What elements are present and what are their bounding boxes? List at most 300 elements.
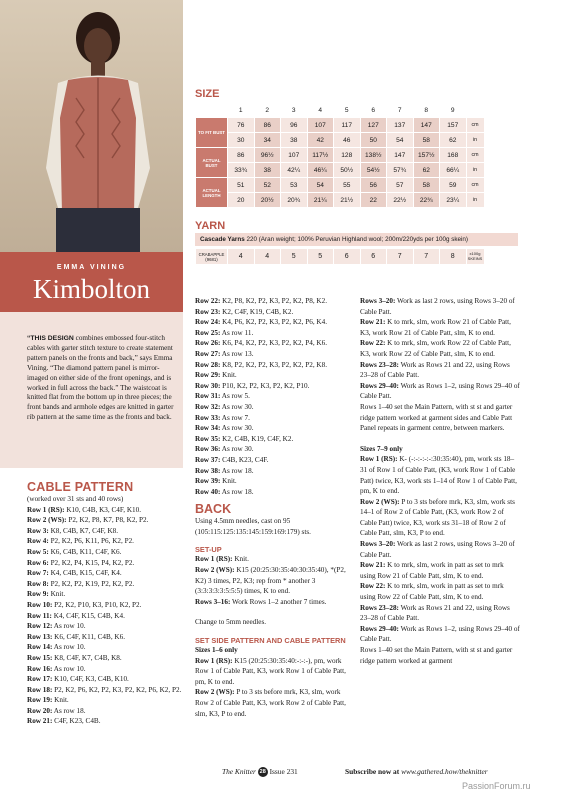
pattern-row-label: Row 29: [195,371,221,380]
pattern-row-text: P10, K2, P2, K3, P2, K2, P10. [220,381,310,390]
footer-magazine [222,767,298,777]
setside-row [195,656,355,688]
size-table [195,102,485,208]
size-cell: 23¼ [440,193,467,208]
pattern-row-text: P to 3 sts before mrk, K3, slm, work sts 14–1 of Row 2 of Cable Patt, (K3, work Row 2 of Cable Patt) twice, K3, work sts 31–18 of Row 2 of Cable Patt, slm, K3, P to end. [360,497,515,538]
yarn-qty-cell: 6 [360,249,387,265]
size-cell: 57 [387,178,414,193]
pattern-row [195,370,355,381]
size-unit: cm [466,178,484,193]
sizes-7-9-label: Sizes 7–9 only [360,444,403,453]
size-cell: 20¾ [281,193,308,208]
cable-row-text: C4F, K23, C4B. [52,717,101,726]
pattern-row [195,455,355,466]
designer-name: EMMA VINING [56,264,127,271]
cable-row-text: P2, K2, P2, K19, P2, K2, P2. [48,579,135,588]
size-cell: 55 [334,178,361,193]
cable-row [27,685,182,696]
size-cell: 33¾ [228,163,255,178]
size-cell: 51 [228,178,255,193]
pattern-row-text: Work as Rows 1–2, using Rows 29–40 of Cable Patt. [360,624,520,644]
intro-text: combines embossed four-stitch cables with garter stitch texture to create statement pattern panels on the fronts and back,” says Emma Vining. “The diamond pattern panel is mirror-imaged on either side of the front openings, and is worked in full across the back.” The waistcoat is knitted flat from the bottom up in three pieces; the front bands and armhole edges are knitted in garter rib pattern at the same time as the fronts and back. [27,334,174,422]
yarn-qty-cell: 5 [307,249,334,265]
cable-row [27,611,182,622]
pattern-row-text: C4B, K23, C4F. [220,455,269,464]
size-cell: 147 [413,118,440,133]
pattern-row-text: As row 30. [220,402,254,411]
size-cell: 50½ [334,163,361,178]
cable-row-label: Row 19: [27,696,53,705]
cable-row-label: Row 7: [27,569,49,578]
size-row-label: TO FIT BUST [196,118,228,148]
size-cell: 54½ [360,163,387,178]
pattern-row-label: Row 2 (WS): [360,497,400,506]
cable-row-text: K8, C4F, K7, C4B, K8. [52,653,122,662]
pattern-row-label: Rows 3–20: [360,540,396,549]
pattern-row-label: Row 40: [195,487,221,496]
size-row-label: ACTUAL BUST [196,148,228,178]
cable-row-label: Row 18: [27,685,53,694]
pattern-row [195,476,355,487]
pattern-row-text: Work as Rows 21 and 22, using Rows 23–28 of Cable Patt. [360,360,510,380]
magazine-name: The Knitter [222,767,256,776]
setup-rows [195,554,355,607]
footer-subscribe [345,767,488,776]
pattern-row [195,360,355,371]
pattern-row-label: Row 33: [195,413,221,422]
size-cell: 57¾ [387,163,414,178]
setup-heading: SET-UP [195,545,222,555]
pattern-row-text: As row 18. [220,487,254,496]
setside-heading: SET SIDE PATTERN AND CABLE PATTERN [195,636,346,646]
size-cell: 127 [360,118,387,133]
pattern-row-text: K6, P4, K2, P2, K3, P2, K2, P4, K6. [220,339,327,348]
pattern-row [195,381,355,392]
size-cell: 62 [440,133,467,148]
size-header-cell: 1 [228,103,255,118]
back-text: Using 4.5mm needles, cast on 95 (105:115:125:135:145:159:169:179) sts. [195,517,311,536]
size-cell: 117½ [307,148,334,163]
col3-tail: Rows 1–40 set the Main Pattern, with st st and garter ridge pattern worked at garment [360,646,513,665]
yarn-heading: YARN [195,220,226,232]
col3-rows [360,296,520,402]
pattern-row-label: Row 35: [195,434,221,443]
pattern-row-label: Row 24: [195,318,221,327]
cable-row-label: Row 4: [27,537,49,546]
size-cell: 96 [281,118,308,133]
cable-row [27,600,182,611]
yarn-table [195,248,485,265]
cable-row-text: P2, K2, P10, K3, P10, K2, P2. [52,600,142,609]
pattern-row [360,497,520,539]
cable-row-label: Row 15: [27,653,53,662]
pattern-row-text: K4, P6, K2, P2, K3, P2, K2, P6, K4. [220,318,327,327]
yarn-qty-cell: 8 [440,249,467,265]
pattern-row [195,328,355,339]
size-cell: 50 [360,133,387,148]
size-cell: 168 [440,148,467,163]
pattern-row [360,454,520,496]
pattern-row [195,413,355,424]
cable-note: (worked over 31 sts and 40 rows) [27,495,124,503]
main-pattern-note: Rows 1–40 set the Main Pattern, with st st and garter ridge pattern worked at garment sides and Cable Patt Panel repeats in garment centre, between markers. [360,402,513,433]
pattern-row-label: Rows 29–40: [360,381,399,390]
size-cell: 22½ [387,193,414,208]
pattern-row-label: Row 23: [195,307,221,316]
size-cell: 66¼ [440,163,467,178]
cable-row-text: As row 18. [52,706,86,715]
pattern-row-text: As row 30. [220,445,254,454]
pattern-row [195,349,355,360]
size-header-cell: 4 [307,103,334,118]
pattern-row-label: Rows 23–28: [360,603,399,612]
pattern-row [360,317,520,338]
pattern-row-text: K to mrk, slm, work Row 22 of Cable Patt, K3, work Row 22 of Cable Patt, slm, K to end. [360,339,511,358]
size-unit: cm [466,118,484,133]
pattern-row-label: Row 32: [195,402,221,411]
pattern-row [195,338,355,349]
yarn-qty-cell: 4 [228,249,255,265]
pattern-row-text: Work as Rows 21 and 22, using Rows 23–28 of Cable Patt. [360,603,510,623]
size-cell: 22 [360,193,387,208]
cable-row-label: Row 1 (RS): [27,505,65,514]
setup-row-label: Row 2 (WS): [195,566,235,575]
cable-row [27,515,182,526]
page-number: 28 [259,769,266,776]
cable-row-label: Row 3: [27,526,49,535]
size-cell: 34 [254,133,281,148]
pattern-row [360,624,520,645]
pattern-row-label: Row 22: [195,297,221,305]
intro-box [0,312,183,468]
pattern-row-text: K2, C4B, K19, C4F, K2. [220,434,294,443]
pattern-row [360,560,520,581]
size-cell: 52 [254,178,281,193]
pattern-row [195,434,355,445]
cable-row [27,716,182,727]
pattern-row-text: K2, C4F, K19, C4B, K2. [220,307,294,316]
setside-row [195,687,355,719]
setside-row-label: Row 2 (WS): [195,688,235,697]
cable-row [27,505,182,516]
setside-row-text: K15 (20:25:30:35:40:-:-:-), pm, work Row 1 of Cable Patt, K3, work Row 1 of Cable Patt, pm, K to end. [195,656,346,686]
pattern-row-label: Row 26: [195,339,221,348]
model-illustration [38,8,158,252]
cable-row-text: P2, K2, P4, K15, P4, K2, P2. [48,558,135,567]
size-cell: 117 [334,118,361,133]
cable-row [27,706,182,717]
pattern-row [195,317,355,328]
title-banner [0,252,183,312]
size-cell: 54 [387,133,414,148]
cable-row-label: Row 20: [27,706,53,715]
cable-row-label: Row 9: [27,590,49,599]
yarn-qty-cell: 6 [334,249,361,265]
issue-number: Issue 231 [269,767,298,776]
intro-lead: “THIS DESIGN [27,335,74,342]
pattern-row-label: Row 37: [195,455,221,464]
size-cell: 53 [281,178,308,193]
cable-row-text: Knit. [52,696,69,705]
pattern-row-label: Row 21: [360,318,386,327]
size-cell: 86 [254,118,281,133]
size-cell: 137 [387,118,414,133]
pattern-row-text: As row 7. [220,413,250,422]
cable-rows [27,505,182,727]
back-heading: BACK [195,502,232,517]
pattern-row-label: Row 27: [195,349,221,358]
pattern-row-label: Rows 29–40: [360,624,399,633]
yarn-description [195,233,518,246]
pattern-row-label: Rows 23–28: [360,360,399,369]
pattern-row [195,307,355,318]
size-cell: 54 [307,178,334,193]
pattern-title: Kimbolton [32,274,150,304]
cable-row [27,526,182,537]
yarn-color-label: CRABAPPLE (9681) [196,249,228,265]
cable-row-label: Row 17: [27,675,53,684]
size-header-unit [466,103,484,118]
cable-row-label: Row 8: [27,579,49,588]
pattern-row-text: As row 18. [220,466,254,475]
pattern-row-label: Row 38: [195,466,221,475]
cable-row-text: K8, C4B, K7, C4F, K8. [48,526,119,535]
pattern-row-text: Work as Rows 1–2, using Rows 29–40 of Cable Patt. [360,381,520,401]
pattern-row [360,338,520,359]
size-cell: 128 [334,148,361,163]
pattern-row [195,466,355,477]
size-cell: 42¼ [281,163,308,178]
model-photo [0,0,183,252]
cable-row-text: Knit. [48,590,66,599]
pattern-row-label: Row 30: [195,381,221,390]
subscribe-link[interactable]: www.gathered.how/theknitter [401,767,488,776]
setup-row-text: Work Rows 1–2 another 7 times. [230,597,327,606]
pattern-row-label: Row 34: [195,424,221,433]
setup-row [195,565,355,597]
cable-row-text: K10, C4B, K3, C4F, K10. [64,505,142,514]
pattern-row [195,402,355,413]
pattern-row-label: Row 28: [195,360,221,369]
size-cell: 107 [307,118,334,133]
cable-row [27,621,182,632]
pattern-row-label: Row 21: [360,561,386,570]
pattern-row-label: Rows 3–20: [360,297,396,305]
size-unit: in [466,193,484,208]
cable-row-label: Row 2 (WS): [27,516,67,525]
cable-row-text: K4, C4B, K15, C4F, K4. [48,569,122,578]
cable-row [27,579,182,590]
pattern-row-text: K to mrk, slm, work in patt as set to mrk using Row 21 of Cable Patt, slm, K to end. [360,561,504,580]
yarn-unit: x100g SKEINS [466,249,484,265]
size-cell: 59 [440,178,467,193]
size-cell: 38 [254,163,281,178]
size-header-cell: 9 [440,103,467,118]
pattern-row [360,381,520,402]
pattern-row-text: As row 5. [220,392,250,401]
yarn-qty-cell: 5 [281,249,308,265]
size-cell: 86 [228,148,255,163]
size-cell: 157 [440,118,467,133]
pattern-row-text: Knit. [220,477,237,486]
size-corner [196,103,228,118]
size-cell: 20 [228,193,255,208]
cable-row [27,558,182,569]
size-header-cell: 5 [334,103,361,118]
size-cell: 46¼ [307,163,334,178]
size-cell: 147 [387,148,414,163]
pattern-row-label: Row 22: [360,339,386,348]
size-cell: 42 [307,133,334,148]
setup-row-text: K15 (20:25:30:35:40:30:35:40), *(P2, K2) 3 times, P2, K3; rep from * another 3 (3:3:3:3:3:5:5:5) times, K to end. [195,566,346,596]
setside-row-label: Row 1 (RS): [195,656,233,665]
col2-rows [195,296,355,497]
cable-row-text: As row 10. [52,664,86,673]
cable-row-label: Row 10: [27,600,53,609]
cable-row-text: As row 10. [52,643,86,652]
pattern-row-label: Row 25: [195,328,221,337]
pattern-row-text: K to mrk, slm, work in patt as set to mrk using Row 22 of Cable Patt, slm, K to end. [360,582,504,602]
pattern-row [360,296,520,317]
column-2 [195,296,355,719]
cable-heading: CABLE PATTERN [27,480,134,494]
cable-row [27,664,182,675]
cable-row-text: K6, C4B, K11, C4F, K6. [48,547,122,556]
size-cell: 62 [413,163,440,178]
pattern-row [195,296,355,307]
cable-row-text: P2, K2, P6, K11, P6, K2, P2. [48,537,134,546]
size-cell: 138½ [360,148,387,163]
cable-row [27,674,182,685]
cable-row [27,536,182,547]
size-heading: SIZE [195,88,220,100]
setup-row-text: Knit. [232,555,249,564]
yarn-brand: Cascade Yarns [200,236,245,243]
pattern-row-text: Work as last 2 rows, using Rows 3–20 of Cable Patt. [360,297,515,316]
cable-row [27,695,182,706]
size-cell: 96½ [254,148,281,163]
cable-row-text: P2, K2, P8, K7, P8, K2, P2. [66,516,149,525]
cable-row [27,642,182,653]
size-cell: 21¼ [307,193,334,208]
cable-row-label: Row 13: [27,632,53,641]
cable-row [27,653,182,664]
cable-row-label: Row 16: [27,664,53,673]
size-cell: 38 [281,133,308,148]
pattern-row [195,391,355,402]
pattern-row [360,603,520,624]
pattern-row-label: Row 22: [360,582,386,591]
size-cell: 58 [413,133,440,148]
size-cell: 30 [228,133,255,148]
change-needles: Change to 5mm needles. [195,618,267,627]
pattern-row [195,487,355,498]
size-row-label: ACTUAL LENGTH [196,178,228,208]
yarn-qty-cell: 7 [387,249,414,265]
yarn-desc: 220 (Aran weight; 100% Peruvian Highland wool; 200m/220yds per 100g skein) [244,236,469,243]
cable-row [27,632,182,643]
cable-pattern-section [27,480,182,727]
subscribe-lead: Subscribe now at [345,767,402,776]
setup-row-label: Rows 3–16: [195,597,231,606]
size-header-cell: 6 [360,103,387,118]
pattern-row-text: As row 11. [220,328,254,337]
pattern-row-text: As row 30. [220,424,254,433]
pattern-row-label: Row 31: [195,392,221,401]
pattern-row-text: K8, P2, K2, P2, K3, P2, K2, P2, K8. [220,360,327,369]
cable-row-label: Row 6: [27,558,49,567]
size-header-cell: 8 [413,103,440,118]
size-header-cell: 3 [281,103,308,118]
col3-rows2 [360,454,520,645]
size-cell: 56 [360,178,387,193]
cable-row-label: Row 14: [27,643,53,652]
watermark: PassionForum.ru [462,781,531,791]
pattern-row-label: Row 39: [195,477,221,486]
size-cell: 58 [413,178,440,193]
cable-row-label: Row 11: [27,611,52,620]
pattern-row-text: Knit. [220,371,237,380]
pattern-row-text: K to mrk, slm, work Row 21 of Cable Patt, K3, work Row 21 of Cable Patt, slm, K to end. [360,318,511,337]
size-cell: 21½ [334,193,361,208]
yarn-qty-cell: 4 [254,249,281,265]
size-unit: cm [466,148,484,163]
cable-row-text: K4, C4F, K15, C4B, K4. [51,611,125,620]
size-unit: in [466,163,484,178]
size-cell: 22¾ [413,193,440,208]
size-cell: 107 [281,148,308,163]
pattern-row [195,423,355,434]
pattern-row [360,539,520,560]
pattern-row-label: Row 36: [195,445,221,454]
size-header-cell: 2 [254,103,281,118]
pattern-row-text: Work as last 2 rows, using Rows 3–20 of Cable Patt. [360,540,515,559]
pattern-row [360,581,520,602]
setup-row [195,597,355,608]
column-3 [360,296,520,666]
cable-row-label: Row 12: [27,622,53,631]
cable-row [27,589,182,600]
pattern-row-label: Row 1 (RS): [360,455,398,464]
sizes-1-6-label: Sizes 1–6 only [195,646,238,655]
pattern-row [195,444,355,455]
yarn-qty-cell: 7 [413,249,440,265]
pattern-row-text: As row 13. [220,349,254,358]
setside-row-text: P to 3 sts before mrk, K3, slm, work Row 2 of Cable Patt, K3, work Row 2 of Cable Patt, slm, K3, P to end. [195,688,346,718]
setside-rows [195,656,355,720]
size-cell: 46 [334,133,361,148]
size-unit: in [466,133,484,148]
size-cell: 76 [228,118,255,133]
cable-row-text: K6, C4F, K11, C4B, K6. [52,632,125,641]
size-cell: 157½ [413,148,440,163]
cable-row-label: Row 21: [27,717,53,726]
cable-row [27,568,182,579]
pattern-row-text: K2, P8, K2, P2, K3, P2, K2, P8, K2. [220,297,327,305]
size-header-cell: 7 [387,103,414,118]
cable-row-text: P2, K2, P6, K2, P2, K3, P2, K2, P6, K2, P2. [52,685,182,694]
cable-row-label: Row 5: [27,547,49,556]
cable-row [27,547,182,558]
pattern-row [360,360,520,381]
intro-paragraph [27,334,177,423]
cable-row-text: K10, C4F, K3, C4B, K10. [52,675,129,684]
pattern-row-text: K- (-:-:-:-:-:30:35:40), pm, work sts 18–31 of Row 1 of Cable Patt, (K3, work Row 1 of Cable Patt) twice, K3, work sts 1–14 of Row 1 of Cable Patt, pm, K to end. [360,455,517,496]
setup-row-label: Row 1 (RS): [195,555,233,564]
cable-row-text: As row 10. [52,622,86,631]
size-cell: 20½ [254,193,281,208]
setup-row [195,554,355,565]
